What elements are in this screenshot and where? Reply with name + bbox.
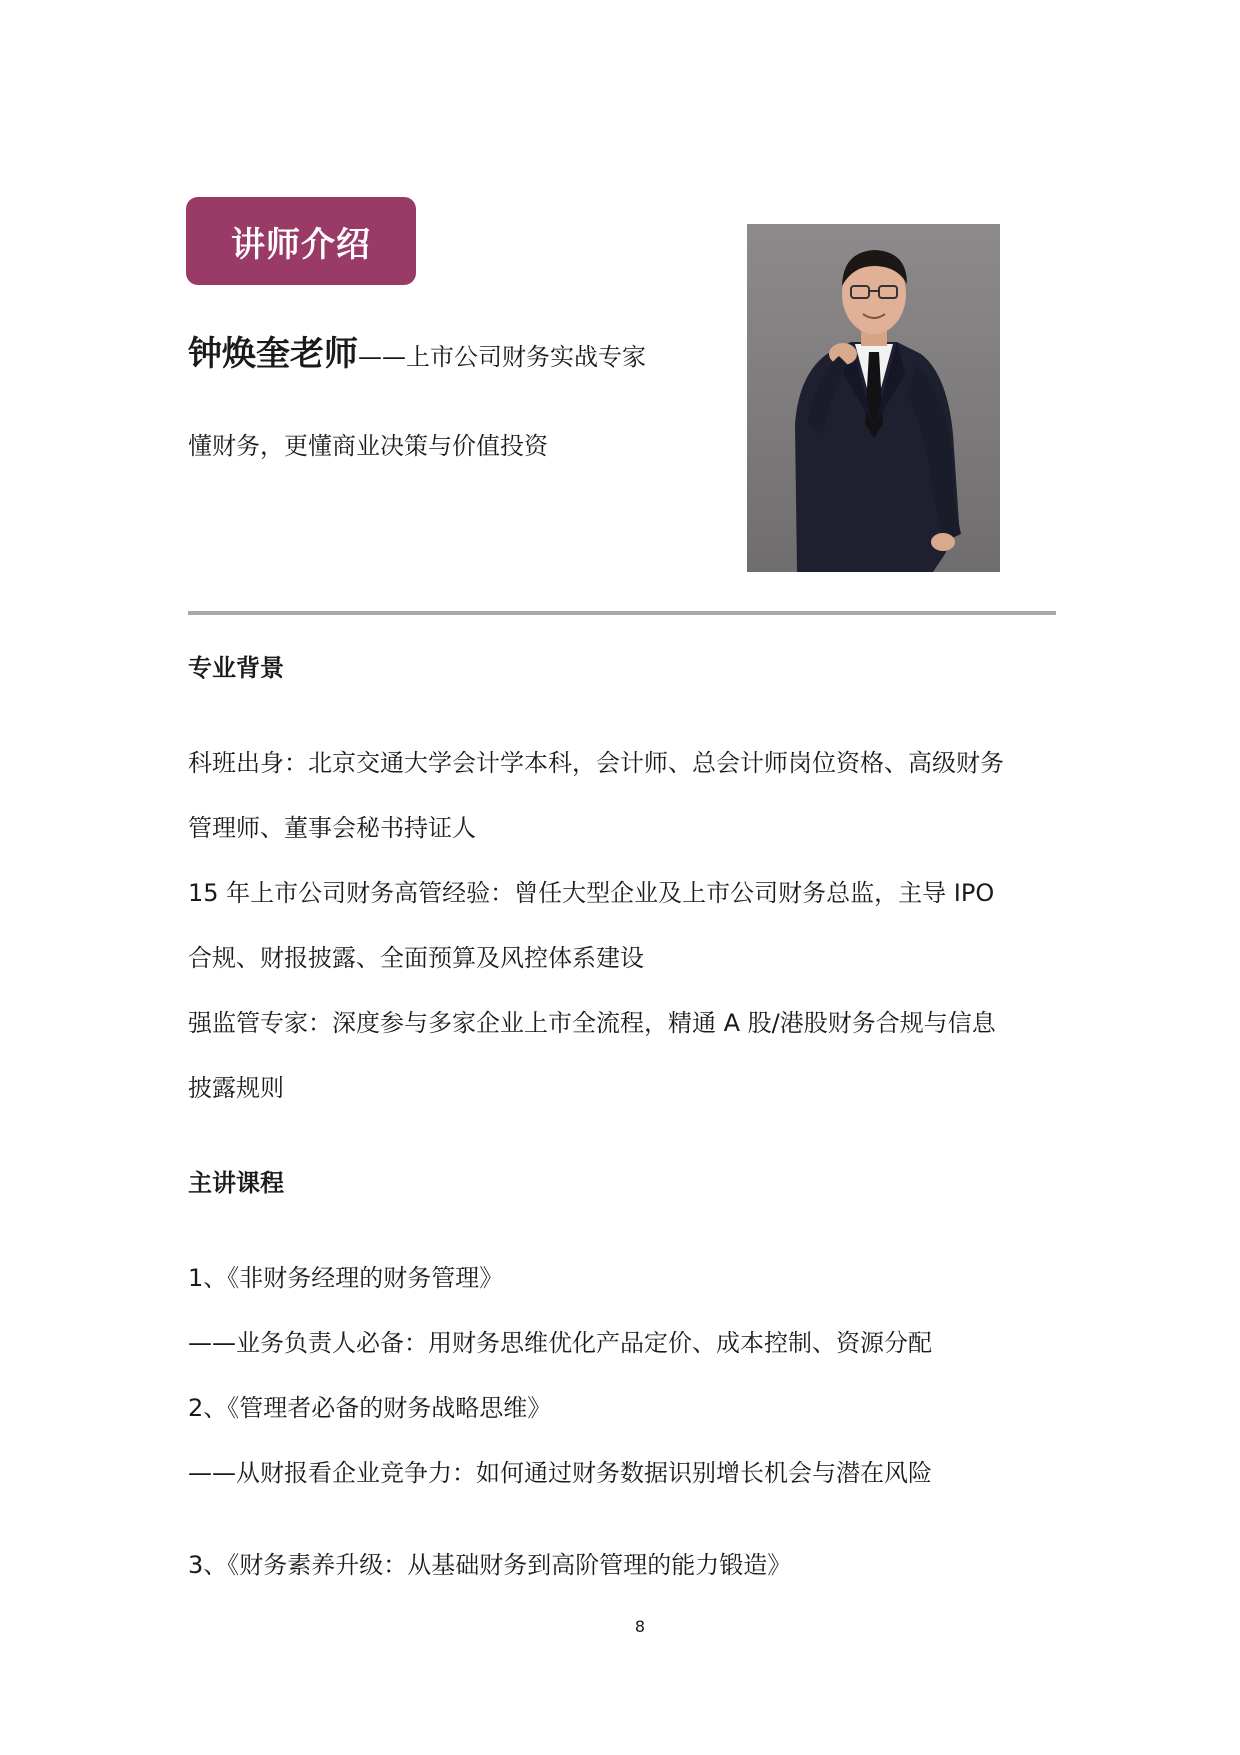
section-badge	[186, 197, 416, 285]
lecturer-slogan: 懂财务，更懂商业决策与价值投资	[188, 432, 548, 460]
lecturer-title-suffix: ——上市公司财务实战专家	[358, 343, 646, 371]
portrait-illustration	[747, 224, 1000, 572]
background-line: 15 年上市公司财务高管经验：曾任大型企业及上市公司财务总监，主导 IPO	[188, 879, 995, 907]
section-divider	[188, 611, 1056, 615]
lecturer-title	[188, 326, 646, 375]
course-line: ——业务负责人必备：用财务思维优化产品定价、成本控制、资源分配	[188, 1329, 932, 1357]
background-line: 强监管专家：深度参与多家企业上市全流程，精通 A 股/港股财务合规与信息	[188, 1009, 996, 1037]
background-heading: 专业背景	[188, 654, 284, 682]
course-line: 3、《财务素养升级：从基础财务到高阶管理的能力锻造》	[188, 1551, 792, 1579]
page-number: 8	[634, 1617, 646, 1636]
background-line: 合规、财报披露、全面预算及风控体系建设	[188, 944, 644, 972]
lecturer-name: 钟焕奎老师	[188, 334, 358, 374]
background-line: 管理师、董事会秘书持证人	[188, 814, 476, 842]
course-line: 1、《非财务经理的财务管理》	[188, 1264, 504, 1292]
portrait-photo	[747, 224, 1000, 572]
courses-heading: 主讲课程	[188, 1169, 284, 1197]
badge-label: 讲师介绍	[231, 224, 371, 265]
course-line: 2、《管理者必备的财务战略思维》	[188, 1394, 552, 1422]
background-line: 科班出身：北京交通大学会计学本科，会计师、总会计师岗位资格、高级财务	[188, 749, 1004, 777]
background-line: 披露规则	[188, 1074, 284, 1102]
course-line: ——从财报看企业竞争力：如何通过财务数据识别增长机会与潜在风险	[188, 1459, 932, 1487]
